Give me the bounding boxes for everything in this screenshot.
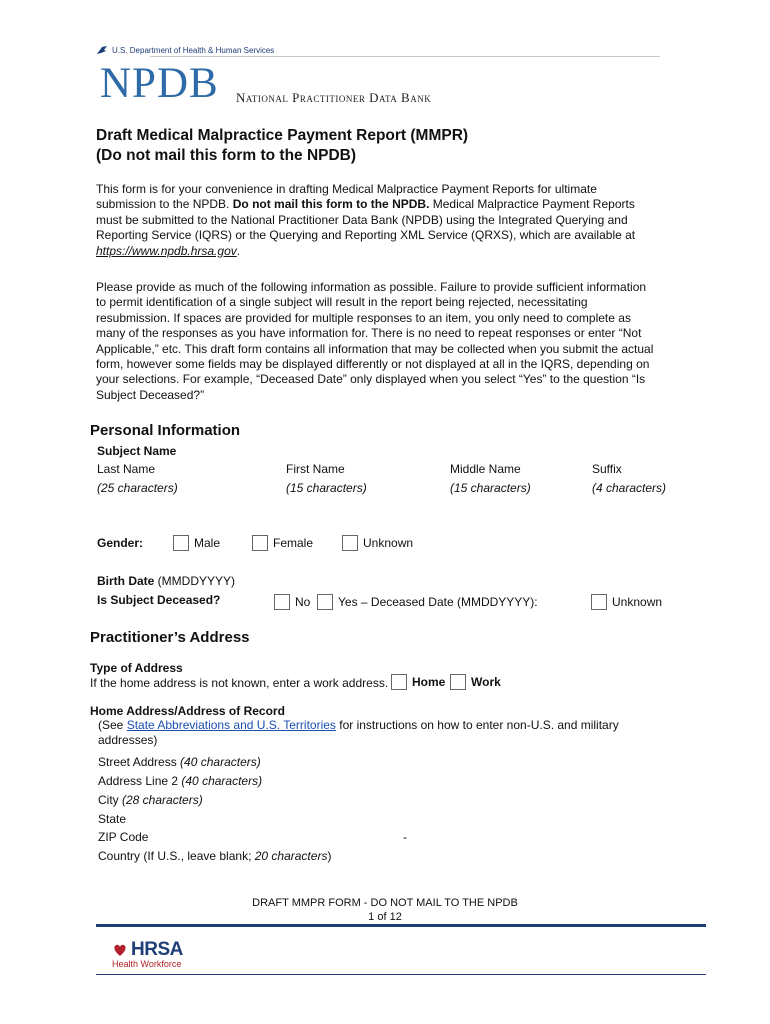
see-suffix: for instructions on how to enter non-U.S. and military addresses) xyxy=(98,718,619,747)
state-label: State xyxy=(98,812,127,826)
country-field xyxy=(98,849,331,863)
first-name-label: First Name xyxy=(286,462,345,476)
gender-unknown-option[interactable] xyxy=(342,535,413,551)
deceased-yes-label: Yes – Deceased Date (MMDDYYYY): xyxy=(338,595,538,609)
page-number: 1 of 12 xyxy=(368,911,402,923)
gender-male-option[interactable] xyxy=(173,535,220,551)
last-name-hint: (25 characters) xyxy=(97,481,178,495)
state-abbreviations-link[interactable]: State Abbreviations and U.S. Territories xyxy=(126,718,336,732)
address-home-label: Home xyxy=(412,675,446,689)
hhs-header xyxy=(96,44,274,56)
address-line2-field xyxy=(98,774,262,788)
deceased-yes-checkbox[interactable] xyxy=(317,594,333,610)
footer-rule xyxy=(96,974,706,975)
address-line2-hint: (40 characters) xyxy=(181,774,263,788)
intro-text-1: This form is for your convenience in drafting Medical Malpractice Payment Reports for ultimate submission to the NPDB. xyxy=(96,182,597,212)
gender-male-checkbox[interactable] xyxy=(173,535,189,551)
zip-dash: - xyxy=(403,830,407,844)
country-hint: 20 characters xyxy=(254,849,328,863)
hrsa-logo xyxy=(112,940,183,959)
gender-female-label: Female xyxy=(273,536,314,550)
address-type-note: If the home address is not known, enter a work address. xyxy=(90,676,389,690)
city-label: City xyxy=(98,793,122,807)
address-line2-label: Address Line 2 xyxy=(98,774,182,788)
deceased-unknown-checkbox[interactable] xyxy=(591,594,607,610)
city-hint: (28 characters) xyxy=(122,793,203,807)
intro-bold: Do not mail this form to the NPDB. xyxy=(232,197,430,212)
gender-label: Gender: xyxy=(97,536,144,550)
personal-info-heading: Personal Information xyxy=(90,422,241,439)
deceased-unknown-label: Unknown xyxy=(612,595,663,609)
page-title: Draft Medical Malpractice Payment Report (MMPR) xyxy=(96,127,469,144)
address-work-label: Work xyxy=(471,675,501,689)
hhs-agency: U.S. Department of Health & Human Services xyxy=(112,45,275,55)
footer-notice: DRAFT MMPR FORM - DO NOT MAIL TO THE NPDB xyxy=(252,897,518,909)
last-name-label: Last Name xyxy=(97,462,156,476)
address-type-label: Type of Address xyxy=(90,661,183,675)
country-tail: ) xyxy=(327,849,332,863)
address-heading: Practitioner’s Address xyxy=(90,629,250,646)
intro-text-2: Medical Malpractice Payment Reports must be submitted to the National Practitioner Data Bank (NPDB) using the Integrated Querying and Reporting Service (IQRS) or the Querying and Reporting XML Service (QRXS), which are available at xyxy=(96,197,636,243)
address-home-option[interactable] xyxy=(391,674,445,690)
hrsa-logo-sub: Health Workforce xyxy=(112,959,182,969)
birth-date-format: (MMDDYYYY) xyxy=(154,574,236,588)
intro-text-3: . xyxy=(236,243,241,258)
header-rule xyxy=(150,56,660,57)
page-subtitle: (Do not mail this form to the NPDB) xyxy=(96,147,357,164)
subject-name-label: Subject Name xyxy=(97,444,177,458)
deceased-yes-option[interactable] xyxy=(317,594,538,610)
gender-unknown-checkbox[interactable] xyxy=(342,535,358,551)
street-address-label: Street Address xyxy=(98,755,181,769)
gender-female-checkbox[interactable] xyxy=(252,535,268,551)
deceased-no-label: No xyxy=(295,595,311,609)
city-field xyxy=(98,793,203,807)
hhs-eagle-icon xyxy=(96,44,108,56)
deceased-no-option[interactable] xyxy=(274,594,310,610)
address-record-label: Home Address/Address of Record xyxy=(90,704,285,718)
hrsa-logo-text: HRSA xyxy=(131,939,183,960)
birth-date-label: Birth Date xyxy=(97,574,155,588)
npdb-logo: NPDB xyxy=(100,60,219,107)
address-work-option[interactable] xyxy=(450,674,501,690)
suffix-hint: (4 characters) xyxy=(592,481,667,495)
deceased-unknown-option[interactable] xyxy=(591,594,662,610)
suffix-label: Suffix xyxy=(592,462,622,476)
footer-bar xyxy=(96,924,706,927)
middle-name-hint: (15 characters) xyxy=(450,481,531,495)
address-instructions xyxy=(98,718,658,748)
npdb-subtitle: National Practitioner Data Bank xyxy=(236,90,432,105)
intro-paragraph xyxy=(96,182,656,259)
gender-male-label: Male xyxy=(194,536,221,550)
deceased-no-checkbox[interactable] xyxy=(274,594,290,610)
address-home-checkbox[interactable] xyxy=(391,674,407,690)
instructions-paragraph: Please provide as much of the following information as possible. Failure to provide sufficient information to permit identification of a single subject will result in the report being rejected, necessitating resubmission. If spaces are provided for multiple responses to an item, you only need to complete as many of the responses as you have information for. There is no need to repeat responses or enter “Not Applicable,” etc. This draft form contains all information that may be collected when you submit the actual form, however some fields may be displayed differently or not displayed at all in the IQRS, depending on your selections. For example, “Deceased Date” only displayed when you select “Yes” to the question “Is Subject Deceased?” xyxy=(96,280,654,402)
middle-name-label: Middle Name xyxy=(450,462,521,476)
zip-label: ZIP Code xyxy=(98,830,149,844)
hrsa-emblem-icon xyxy=(112,942,128,958)
npdb-link[interactable]: https://www.npdb.hrsa.gov xyxy=(96,243,237,258)
street-address-field xyxy=(98,755,261,769)
deceased-label: Is Subject Deceased? xyxy=(97,593,221,607)
street-address-hint: (40 characters) xyxy=(180,755,261,769)
first-name-hint: (15 characters) xyxy=(286,481,367,495)
gender-unknown-label: Unknown xyxy=(363,536,414,550)
birth-date-row xyxy=(97,574,235,588)
country-label: Country (If U.S., leave blank; xyxy=(98,849,255,863)
address-work-checkbox[interactable] xyxy=(450,674,466,690)
gender-female-option[interactable] xyxy=(252,535,313,551)
see-prefix: (See xyxy=(98,718,127,732)
